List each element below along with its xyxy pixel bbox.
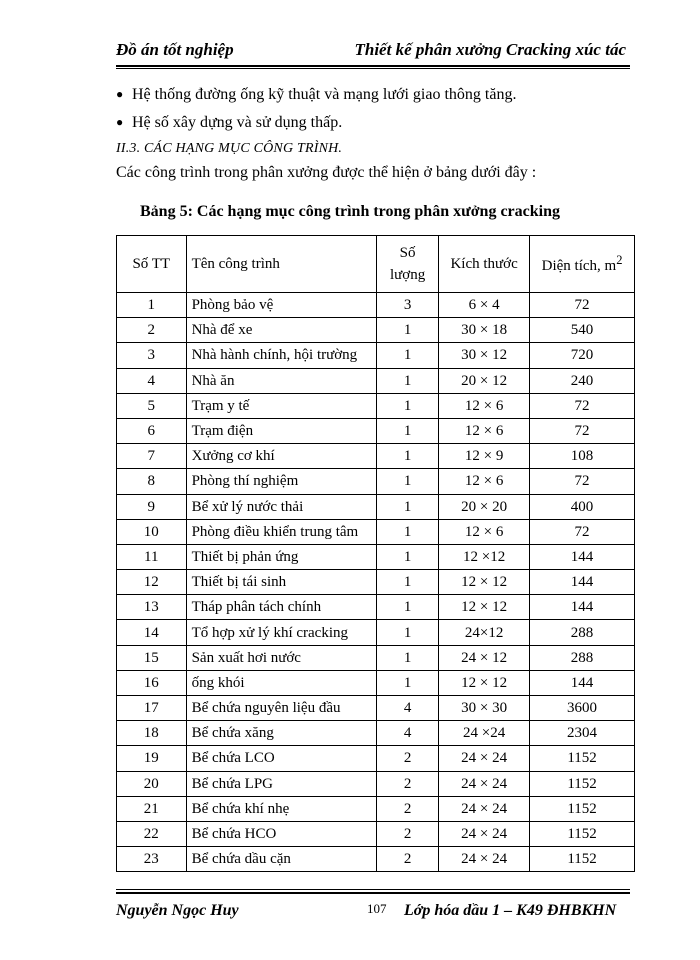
table-row bbox=[117, 771, 635, 796]
cell-area: 108 bbox=[530, 444, 635, 469]
footer-class: Lớp hóa dầu 1 – K49 ĐHBKHN bbox=[404, 902, 617, 919]
header-area-sup: 2 bbox=[616, 253, 623, 267]
cell-qty: 1 bbox=[377, 670, 439, 695]
cell-name: Bể chứa khí nhẹ bbox=[186, 796, 377, 821]
table-row bbox=[117, 393, 635, 418]
cell-size: 24 × 24 bbox=[439, 796, 530, 821]
cell-area: 72 bbox=[530, 418, 635, 443]
cell-size: 6 × 4 bbox=[439, 293, 530, 318]
cell-name: Bể chứa HCO bbox=[186, 821, 377, 846]
cell-size: 24 × 12 bbox=[439, 645, 530, 670]
cell-stt: 14 bbox=[117, 620, 187, 645]
cell-qty: 1 bbox=[377, 494, 439, 519]
cell-area: 3600 bbox=[530, 696, 635, 721]
cell-stt: 7 bbox=[117, 444, 187, 469]
table-row bbox=[117, 494, 635, 519]
cell-size: 20 × 12 bbox=[439, 368, 530, 393]
cell-qty: 1 bbox=[377, 620, 439, 645]
cell-stt: 5 bbox=[117, 393, 187, 418]
bullet-dot-icon: ● bbox=[116, 87, 124, 101]
cell-name: Xưởng cơ khí bbox=[186, 444, 377, 469]
cell-area: 720 bbox=[530, 343, 635, 368]
header-right: Thiết kế phân xưởng Cracking xúc tác bbox=[354, 40, 626, 59]
cell-size: 30 × 12 bbox=[439, 343, 530, 368]
table-row bbox=[117, 670, 635, 695]
table-row bbox=[117, 721, 635, 746]
cell-area: 288 bbox=[530, 620, 635, 645]
cell-qty: 1 bbox=[377, 393, 439, 418]
cell-stt: 19 bbox=[117, 746, 187, 771]
cell-size: 12 × 12 bbox=[439, 570, 530, 595]
cell-qty: 4 bbox=[377, 721, 439, 746]
cell-area: 288 bbox=[530, 645, 635, 670]
cell-size: 24 ×24 bbox=[439, 721, 530, 746]
footer-rule bbox=[116, 892, 630, 894]
cell-area: 72 bbox=[530, 519, 635, 544]
cell-qty: 1 bbox=[377, 544, 439, 569]
header-qty-line1: Số bbox=[399, 245, 416, 261]
footer-author: Nguyễn Ngọc Huy bbox=[116, 902, 239, 919]
cell-size: 12 ×12 bbox=[439, 544, 530, 569]
cell-stt: 12 bbox=[117, 570, 187, 595]
cell-size: 12 × 12 bbox=[439, 595, 530, 620]
cell-name: Nhà để xe bbox=[186, 318, 377, 343]
bullet-item bbox=[116, 86, 516, 104]
header-rule-thin bbox=[116, 68, 630, 69]
cell-size: 24 × 24 bbox=[439, 821, 530, 846]
cell-name: Phòng thí nghiệm bbox=[186, 469, 377, 494]
table-body bbox=[117, 293, 635, 872]
cell-stt: 6 bbox=[117, 418, 187, 443]
cell-area: 1152 bbox=[530, 847, 635, 872]
cell-qty: 1 bbox=[377, 318, 439, 343]
header-qty-line2: lượng bbox=[389, 267, 426, 283]
cell-qty: 1 bbox=[377, 469, 439, 494]
cell-stt: 1 bbox=[117, 293, 187, 318]
table-row bbox=[117, 595, 635, 620]
cell-stt: 15 bbox=[117, 645, 187, 670]
cell-area: 2304 bbox=[530, 721, 635, 746]
cell-stt: 3 bbox=[117, 343, 187, 368]
cell-stt: 17 bbox=[117, 696, 187, 721]
cell-area: 540 bbox=[530, 318, 635, 343]
intro-paragraph: Các công trình trong phân xưởng được thể hiện ở bảng dưới đây : bbox=[116, 164, 537, 181]
cell-area: 400 bbox=[530, 494, 635, 519]
cell-qty: 2 bbox=[377, 847, 439, 872]
cell-stt: 23 bbox=[117, 847, 187, 872]
cell-stt: 10 bbox=[117, 519, 187, 544]
cell-stt: 9 bbox=[117, 494, 187, 519]
cell-qty: 1 bbox=[377, 418, 439, 443]
cell-size: 12 × 6 bbox=[439, 393, 530, 418]
cell-size: 12 × 12 bbox=[439, 670, 530, 695]
cell-stt: 18 bbox=[117, 721, 187, 746]
cell-qty: 1 bbox=[377, 368, 439, 393]
table-row bbox=[117, 570, 635, 595]
cell-name: Nhà hành chính, hội trường bbox=[186, 343, 377, 368]
items-table bbox=[116, 235, 635, 872]
cell-name: Thiết bị phản ứng bbox=[186, 544, 377, 569]
cell-name: Nhà ăn bbox=[186, 368, 377, 393]
table-row bbox=[117, 796, 635, 821]
cell-stt: 22 bbox=[117, 821, 187, 846]
table-row bbox=[117, 645, 635, 670]
cell-name: Bể chứa dầu cặn bbox=[186, 847, 377, 872]
header-size: Kích thước bbox=[439, 236, 530, 293]
bullet-text: Hệ thống đường ống kỹ thuật và mạng lưới giao thông tăng. bbox=[132, 86, 517, 103]
cell-size: 30 × 18 bbox=[439, 318, 530, 343]
cell-qty: 1 bbox=[377, 343, 439, 368]
page-header bbox=[116, 40, 630, 66]
cell-area: 72 bbox=[530, 469, 635, 494]
cell-name: Bể chứa nguyên liệu đầu bbox=[186, 696, 377, 721]
cell-name: Tổ hợp xử lý khí cracking bbox=[186, 620, 377, 645]
cell-qty: 2 bbox=[377, 796, 439, 821]
cell-area: 1152 bbox=[530, 771, 635, 796]
header-stt: Số TT bbox=[117, 236, 187, 293]
cell-size: 12 × 6 bbox=[439, 469, 530, 494]
cell-qty: 1 bbox=[377, 595, 439, 620]
header-left: Đồ án tốt nghiệp bbox=[116, 40, 234, 59]
table-row bbox=[117, 444, 635, 469]
cell-stt: 13 bbox=[117, 595, 187, 620]
cell-qty: 1 bbox=[377, 519, 439, 544]
table-row bbox=[117, 620, 635, 645]
table-row bbox=[117, 746, 635, 771]
cell-size: 20 × 20 bbox=[439, 494, 530, 519]
cell-size: 24×12 bbox=[439, 620, 530, 645]
cell-name: Phòng bảo vệ bbox=[186, 293, 377, 318]
cell-stt: 8 bbox=[117, 469, 187, 494]
cell-area: 240 bbox=[530, 368, 635, 393]
cell-stt: 21 bbox=[117, 796, 187, 821]
cell-name: Trạm điện bbox=[186, 418, 377, 443]
header-rule bbox=[116, 65, 630, 67]
cell-stt: 20 bbox=[117, 771, 187, 796]
cell-size: 12 × 6 bbox=[439, 519, 530, 544]
cell-stt: 16 bbox=[117, 670, 187, 695]
cell-size: 30 × 30 bbox=[439, 696, 530, 721]
cell-size: 24 × 24 bbox=[439, 847, 530, 872]
cell-size: 24 × 24 bbox=[439, 771, 530, 796]
table-row bbox=[117, 418, 635, 443]
table-row bbox=[117, 318, 635, 343]
table-row bbox=[117, 847, 635, 872]
cell-area: 144 bbox=[530, 595, 635, 620]
cell-name: Bể xử lý nước thải bbox=[186, 494, 377, 519]
cell-stt: 4 bbox=[117, 368, 187, 393]
table-row bbox=[117, 544, 635, 569]
cell-stt: 2 bbox=[117, 318, 187, 343]
header-qty bbox=[377, 236, 439, 293]
cell-qty: 2 bbox=[377, 771, 439, 796]
table-row bbox=[117, 821, 635, 846]
cell-qty: 1 bbox=[377, 444, 439, 469]
cell-area: 144 bbox=[530, 570, 635, 595]
table-row bbox=[117, 519, 635, 544]
cell-name: Thiết bị tái sinh bbox=[186, 570, 377, 595]
cell-stt: 11 bbox=[117, 544, 187, 569]
cell-name: Bể chứa xăng bbox=[186, 721, 377, 746]
cell-qty: 1 bbox=[377, 645, 439, 670]
cell-qty: 3 bbox=[377, 293, 439, 318]
table-caption: Bảng 5: Các hạng mục công trình trong phân xưởng cracking bbox=[140, 203, 560, 220]
cell-area: 1152 bbox=[530, 821, 635, 846]
table-row bbox=[117, 368, 635, 393]
table-row bbox=[117, 293, 635, 318]
cell-area: 1152 bbox=[530, 796, 635, 821]
cell-name: Bể chứa LCO bbox=[186, 746, 377, 771]
cell-area: 144 bbox=[530, 544, 635, 569]
cell-name: Trạm y tế bbox=[186, 393, 377, 418]
cell-name: Sản xuất hơi nước bbox=[186, 645, 377, 670]
cell-qty: 4 bbox=[377, 696, 439, 721]
cell-area: 72 bbox=[530, 393, 635, 418]
header-name: Tên công trình bbox=[186, 236, 377, 293]
footer-rule-thin bbox=[116, 889, 630, 890]
cell-name: Bể chứa LPG bbox=[186, 771, 377, 796]
header-area bbox=[530, 236, 635, 293]
cell-name: Phòng điều khiển trung tâm bbox=[186, 519, 377, 544]
cell-area: 72 bbox=[530, 293, 635, 318]
bullet-text: Hệ số xây dựng và sử dụng thấp. bbox=[132, 114, 343, 131]
table-row bbox=[117, 343, 635, 368]
bullet-item bbox=[116, 114, 342, 132]
cell-name: ống khói bbox=[186, 670, 377, 695]
table-row bbox=[117, 696, 635, 721]
cell-size: 12 × 6 bbox=[439, 418, 530, 443]
cell-qty: 2 bbox=[377, 821, 439, 846]
section-title: II.3. CÁC HẠNG MỤC CÔNG TRÌNH. bbox=[116, 141, 343, 156]
page-number: 107 bbox=[367, 901, 387, 916]
cell-qty: 1 bbox=[377, 570, 439, 595]
cell-size: 12 × 9 bbox=[439, 444, 530, 469]
cell-size: 24 × 24 bbox=[439, 746, 530, 771]
cell-name: Tháp phân tách chính bbox=[186, 595, 377, 620]
table-row bbox=[117, 469, 635, 494]
header-area-text: Diện tích, m bbox=[541, 258, 617, 274]
table-header-row bbox=[117, 236, 635, 293]
cell-area: 1152 bbox=[530, 746, 635, 771]
cell-qty: 2 bbox=[377, 746, 439, 771]
cell-area: 144 bbox=[530, 670, 635, 695]
bullet-dot-icon: ● bbox=[116, 115, 124, 129]
